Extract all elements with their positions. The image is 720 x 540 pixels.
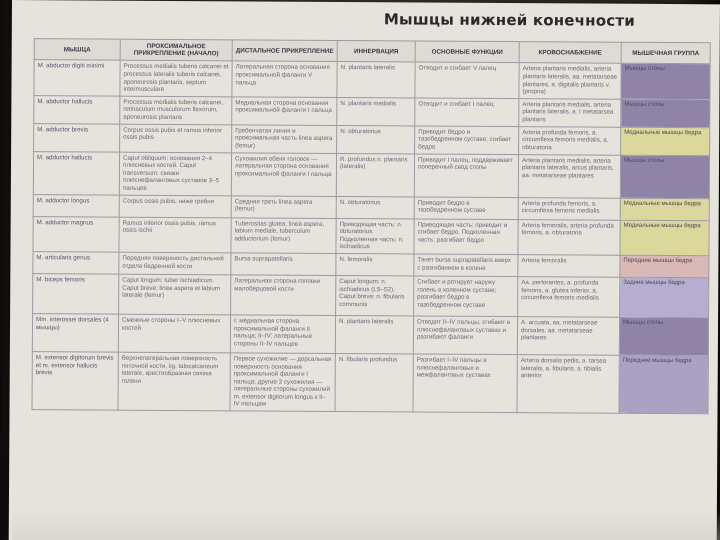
cell-blood-supply: Arteria plantaris medialis, arteria plantaris lateralis, aa. metatarseae plantares, a. digitalis plantaris v. (propria) bbox=[519, 63, 621, 99]
cell-innervation: N. plantaris medialis bbox=[337, 97, 415, 125]
col-header-insertion: ДИСТАЛЬНОЕ ПРИКРЕПЛЕНИЕ bbox=[232, 40, 337, 62]
cell-innervation: Приводящая часть: n. obturatorius. Подколенная часть: n. ischiadicus bbox=[336, 218, 414, 254]
table-row bbox=[34, 95, 710, 127]
cell-innervation: N. femoralis bbox=[336, 253, 414, 275]
cell-blood-supply: A. arcuata, aa. metatarseae dorsales, aa. metatarseae plantares bbox=[517, 317, 619, 356]
cell-innervation: N. plantaris lateralis bbox=[337, 62, 415, 98]
col-header-muscle: МЫШЦА bbox=[34, 39, 120, 61]
cell-blood-supply: Arteria dorsalis pedis, a. tarsea lateralis, a. fibularis, a. tibialis anterior bbox=[517, 354, 619, 413]
cell-innervation: Caput longum: n. ischiadicus (L5–S2). Caput breve: n. fibularis communis bbox=[336, 275, 414, 315]
cell-muscle-name: Mm. interossei dorsales (4 мышцы) bbox=[32, 314, 118, 353]
cell-insertion: Медиальная сторона основания проксимальной фаланги I пальца bbox=[232, 97, 337, 126]
col-header-innervation: ИННЕРВАЦИЯ bbox=[337, 40, 415, 62]
cell-origin: Corpus ossis pubis et ramus inferior ossis pubis bbox=[120, 124, 232, 152]
cell-muscle-name: M. adductor hallucis bbox=[33, 151, 119, 194]
table-row bbox=[33, 151, 709, 198]
cell-blood-supply: Arteria plantaris medialis, arteria plantaris lateralis, arcus plantaris, aa. metatarseae plantares bbox=[518, 154, 620, 198]
cell-origin: Caput longum: tuber ischiadicum. Caput breve: linea aspera et labium laterale (femur) bbox=[119, 274, 231, 315]
col-header-blood-supply: КРОВОСНАБЖЕНИЕ bbox=[519, 42, 621, 64]
cell-origin: Processus medialis tuberis calcanei et processus lateralis tuberis calcanei, aponeurosis plantaris, septum intermusculare bbox=[120, 61, 232, 97]
cell-blood-supply: Arteria profunda femoris, a. circumflexa femoris medialis, a. obturatoria bbox=[519, 126, 621, 154]
cell-insertion: I: медиальная сторона проксимальной фаланги II пальца; II–IV: латеральные стороны II–IV пальцев bbox=[230, 315, 335, 354]
cell-origin: Передняя поверхность дистальной отдела бедренной кости bbox=[119, 252, 231, 275]
cell-muscle-name: M. adductor brevis bbox=[34, 123, 120, 151]
document-sheet bbox=[9, 0, 720, 540]
cell-origin: Processus medialis tuberis calcanei, retinaculum musculorum flexorum, aponeurosis plantaris bbox=[120, 96, 232, 125]
table-body bbox=[32, 60, 710, 414]
table-row bbox=[32, 352, 708, 414]
cell-function: Сгибает и ротирует наружу голень в коленном суставе; разгибает бедро в тазобедренном суставе bbox=[414, 276, 518, 317]
cell-function: Приводит бедро и тазобедренном суставе; сгибает бедро bbox=[415, 126, 519, 154]
cell-innervation: N. plantaris lateralis bbox=[335, 315, 413, 353]
col-header-function: ОСНОВНЫЕ ФУНКЦИИ bbox=[415, 41, 519, 63]
cell-function: Приводит бедро в тазобедренном суставе bbox=[414, 196, 518, 219]
cell-function: Отводят II–IV пальцы, сгибают в плюснефаланговых суставах и разгибают фаланги bbox=[413, 316, 517, 355]
cell-origin: Ramus inferior ossis pubis, ramus ossis ischii bbox=[119, 217, 231, 253]
cell-insertion: Tuberositas glutea, linea aspera, labium mediale, tuberculum adductorium (femur) bbox=[231, 217, 336, 253]
cell-muscle-group: Мышцы стопы bbox=[621, 64, 710, 100]
cell-origin: Caput obliquum: основания 2–4 плюсневых костей. Caput transversum: связки плюснефаланговых суставов 3–5 пальцев bbox=[119, 152, 231, 196]
cell-insertion: Средняя треть linea aspera (femur) bbox=[231, 195, 336, 218]
cell-blood-supply: Arteria plantaris medialis, arteria plantaris lateralis, a. I metatarsea plantaris bbox=[519, 98, 621, 127]
cell-innervation: N. fibularis profundus bbox=[335, 353, 413, 412]
cell-muscle-group: Передние мышцы бедра bbox=[619, 355, 708, 414]
table-row bbox=[32, 314, 708, 356]
cell-origin: Corpus ossis pubis, ниже гребня bbox=[119, 195, 231, 218]
cell-muscle-group: Медиальные мышцы бедра bbox=[620, 220, 709, 256]
cell-innervation: N. obturatorius bbox=[336, 196, 414, 218]
cell-muscle-name: M. biceps femoris bbox=[33, 274, 119, 315]
cell-insertion: Первое сухожилие — дорсальная поверхность основания проксимальной фаланги I пальца; другие 3 сухожилия — латеральные стороны сухожилий m. extensor digitorum longus к II–IV пальцам bbox=[230, 353, 335, 412]
cell-innervation: R. profundus n. plantaris (lateralis) bbox=[336, 153, 414, 196]
cell-blood-supply: Arteria femoralis, arteria profunda femoris, a. obturatoria bbox=[518, 219, 620, 255]
cell-insertion: Латеральная сторона основания проксимальной фаланги V пальца bbox=[232, 61, 337, 97]
cell-insertion: Bursa suprapatellaris bbox=[231, 253, 336, 276]
cell-insertion: Латеральная сторона головки малоберцовой кости bbox=[231, 275, 336, 316]
table-row bbox=[33, 274, 709, 318]
cell-muscle-group: Мышцы стопы bbox=[620, 155, 709, 199]
table-row bbox=[33, 216, 709, 256]
cell-muscle-group: Мышцы стопы bbox=[619, 317, 708, 356]
cell-muscle-name: M. articularis genus bbox=[33, 252, 119, 275]
page-title: Мышцы нижней конечности bbox=[383, 10, 636, 30]
col-header-muscle-group: МЫШЕЧНАЯ ГРУППА bbox=[621, 42, 710, 64]
cell-function: Тянет bursa suprapatellaris вверх с разгибанием в колене bbox=[414, 254, 518, 277]
cell-function: Приводит I палец, поддерживает поперечный свод стопы bbox=[414, 154, 518, 198]
cell-blood-supply: Arteria profunda femoris, a. circumflexa femoris medialis bbox=[518, 197, 620, 220]
muscles-table bbox=[31, 38, 710, 414]
cell-muscle-group: Медиальные мышцы бедра bbox=[620, 198, 709, 221]
cell-function: Отводит и сгибает V палец bbox=[415, 62, 519, 98]
bottom-shadow bbox=[12, 510, 720, 540]
table-row bbox=[34, 123, 710, 155]
cell-blood-supply: Aa. perforantes, a. profunda femoris, a. glutea inferior, a. circumflexa femoris medialis bbox=[518, 277, 620, 318]
cell-muscle-name: M. extensor digitorum brevis et m. extensor hallucis brevis bbox=[32, 352, 118, 411]
col-header-origin: ПРОКСИМАЛЬНОЕ ПРИКРЕПЛЕНИЕ (НАЧАЛО) bbox=[120, 39, 232, 61]
cell-function: Разгибает I–IV пальцы в плюснефаланговых и межфаланговых суставах bbox=[413, 354, 517, 413]
cell-innervation: N. obturatorius bbox=[337, 125, 415, 153]
cell-function: Приводящая часть: приводит и сгибает бедро. Подколенная часть: разгибает бедро bbox=[414, 218, 518, 254]
cell-muscle-name: M. adductor longus bbox=[33, 194, 119, 217]
cell-origin: Верхнелатеральная поверхность пяточной кости, lig. talocalcaneum laterale, крестообразная связка голени bbox=[118, 352, 230, 411]
cell-muscle-name: M. abductor digiti minimi bbox=[34, 60, 120, 96]
cell-function: Отводит и сгибает I палец bbox=[415, 98, 519, 127]
cell-origin: Смежные стороны I–V плюсневых костей bbox=[118, 314, 230, 353]
cell-muscle-group: Задние мышцы бедра bbox=[620, 277, 709, 318]
cell-muscle-name: M. abductor hallucis bbox=[34, 95, 120, 124]
cell-muscle-name: M. adductor magnus bbox=[33, 216, 119, 252]
cell-insertion: Сухожилия обеих головок — латеральная сторона основания проксимальной фаланги I пальца bbox=[231, 152, 336, 196]
cell-muscle-group: Передние мышцы бедра bbox=[620, 255, 709, 278]
table-row bbox=[34, 60, 710, 100]
cell-blood-supply: Arteria femoralis bbox=[518, 255, 620, 278]
cell-muscle-group: Медиальные мышцы бедра bbox=[621, 127, 710, 155]
cell-muscle-group: Мышцы стопы bbox=[621, 99, 710, 128]
cell-insertion: Гребенчатая линия и проксимальная часть linea aspera (femur) bbox=[232, 125, 337, 153]
